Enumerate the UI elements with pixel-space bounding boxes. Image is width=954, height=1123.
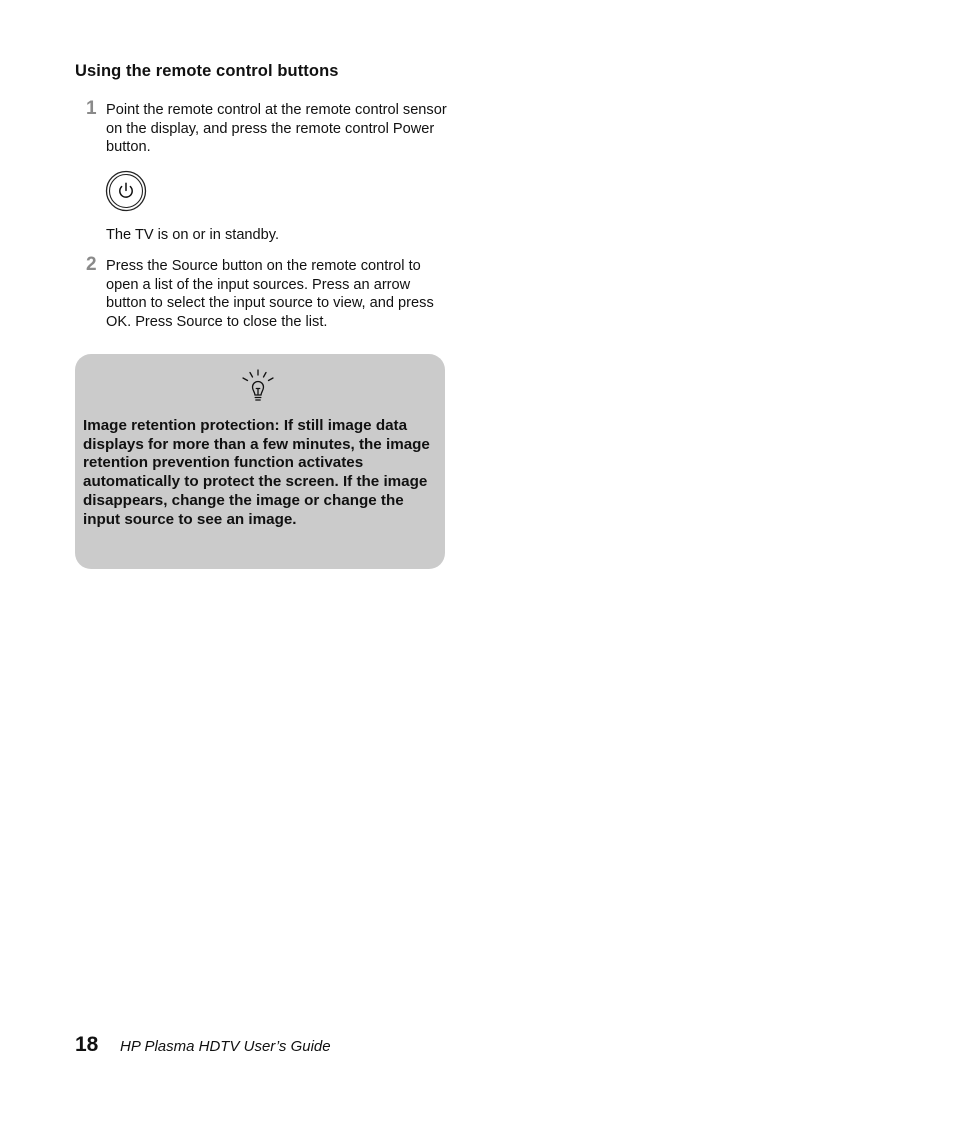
step-number: 1 [86,98,97,119]
section-heading: Using the remote control buttons [75,62,339,80]
result-text: The TV is on or in standby. [106,227,280,243]
step-text: Point the remote control at the remote control sensor on the display, and press the remote control Power button. [106,102,447,156]
lightbulb-icon [238,368,278,406]
page-number: 18 [75,1033,99,1056]
tip-box [75,354,445,569]
step-number: 2 [86,254,97,275]
power-icon [105,170,147,212]
document-title: HP Plasma HDTV User’s Guide [120,1038,331,1055]
tip-text: Image retention protection: If still image data displays for more than a few minutes, the image retention prevention function activates automatically to protect the screen. If the image disappears, change the image or change the input source to see an image. [83,417,430,528]
step-text: Press the Source button on the remote control to open a list of the input sources. Press an arrow button to select the input source to view, and press OK. Press Source to close the list. [106,258,434,331]
